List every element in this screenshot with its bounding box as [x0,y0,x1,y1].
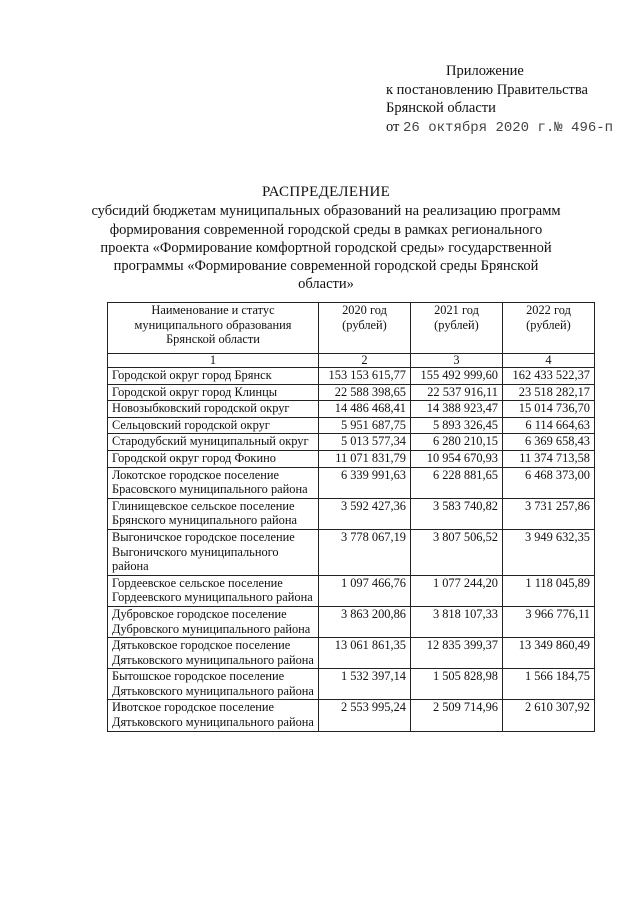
region-name-cell: Выгоничское городское поселение Выгоничского муниципального района [108,529,319,575]
table-row [108,575,595,606]
region-name-cell: Городской округ город Фокино [108,450,319,467]
date-prefix: от [386,118,400,135]
document-heading: РАСПРЕДЕЛЕНИЕ [261,184,391,200]
header-municipality: Наименование и статус муниципального образования Брянской области [108,303,319,354]
table-row [108,434,595,451]
region-name-cell: Стародубский муниципальный округ [108,434,319,451]
table-row [108,401,595,418]
column-number: 1 [108,354,319,368]
column-number: 3 [411,354,503,368]
subsidy-table [107,302,595,732]
value-2022-cell: 6 369 658,43 [503,434,595,451]
region-name-cell: Дубровское городское поселение Дубровского муниципального района [108,606,319,637]
region-name-cell: Городской округ город Брянск [108,368,319,385]
table-row [108,700,595,731]
value-2020-cell: 3 592 427,36 [319,498,411,529]
value-2020-cell: 5 951 687,75 [319,417,411,434]
header-2020: 2020 год (рублей) [319,303,411,354]
value-2020-cell: 6 339 991,63 [319,467,411,498]
subtitle-line: области» [298,276,354,293]
value-2021-cell: 22 537 916,11 [411,384,503,401]
value-2022-cell: 162 433 522,37 [503,368,595,385]
value-2020-cell: 153 153 615,77 [319,368,411,385]
subtitle-line: программы «Формирование современной городской среды Брянской [113,258,539,275]
table-row [108,498,595,529]
value-2021-cell: 14 388 923,47 [411,401,503,418]
column-number: 2 [319,354,411,368]
value-2021-cell: 10 954 670,93 [411,450,503,467]
value-2022-cell: 1 566 184,75 [503,669,595,700]
value-2020-cell: 14 486 468,41 [319,401,411,418]
region-name-cell: Дятьковское городское поселение Дятьковского муниципального района [108,638,319,669]
region-name-cell: Бытошское городское поселение Дятьковского муниципального района [108,669,319,700]
value-2021-cell: 2 509 714,96 [411,700,503,731]
table-row [108,384,595,401]
value-2022-cell: 1 118 045,89 [503,575,595,606]
value-2022-cell: 15 014 736,70 [503,401,595,418]
table-row [108,417,595,434]
value-2022-cell: 23 518 282,17 [503,384,595,401]
appendix-block [386,62,613,137]
region-name-cell: Новозыбковский городской округ [108,401,319,418]
value-2022-cell: 3 966 776,11 [503,606,595,637]
table-row [108,529,595,575]
value-2021-cell: 6 228 881,65 [411,467,503,498]
table-row [108,368,595,385]
date-stamp: 26 октября 2020 г.№ 496-п [403,119,614,136]
region-name-cell: Гордеевское сельское поселение Гордеевского муниципального района [108,575,319,606]
header-2021: 2021 год (рублей) [411,303,503,354]
table-row [108,467,595,498]
table-row [108,669,595,700]
header-2022: 2022 год (рублей) [503,303,595,354]
appendix-region-line: Брянской области [386,100,496,116]
table-row [108,450,595,467]
value-2020-cell: 3 863 200,86 [319,606,411,637]
subtitle-line: субсидий бюджетам муниципальных образований на реализацию программ [91,203,561,220]
value-2020-cell: 5 013 577,34 [319,434,411,451]
value-2021-cell: 3 583 740,82 [411,498,503,529]
value-2021-cell: 155 492 999,60 [411,368,503,385]
value-2020-cell: 11 071 831,79 [319,450,411,467]
table-header-row [108,303,595,354]
subtitle-line: проекта «Формирование комфортной городской среды» государственной [100,239,552,256]
value-2020-cell: 22 588 398,65 [319,384,411,401]
value-2020-cell: 1 097 466,76 [319,575,411,606]
table-row [108,638,595,669]
region-name-cell: Глинищевское сельское поселение Брянского муниципального района [108,498,319,529]
column-number: 4 [503,354,595,368]
appendix-decree-line: к постановлению Правительства [386,81,588,98]
value-2020-cell: 1 532 397,14 [319,669,411,700]
region-name-cell: Сельцовский городской округ [108,417,319,434]
value-2021-cell: 6 280 210,15 [411,434,503,451]
value-2021-cell: 3 818 107,33 [411,606,503,637]
value-2021-cell: 12 835 399,37 [411,638,503,669]
value-2021-cell: 1 077 244,20 [411,575,503,606]
value-2022-cell: 11 374 713,58 [503,450,595,467]
region-name-cell: Локотское городское поселение Брасовского муниципального района [108,467,319,498]
region-name-cell: Ивотское городское поселение Дятьковского муниципального района [108,700,319,731]
value-2020-cell: 13 061 861,35 [319,638,411,669]
value-2022-cell: 13 349 860,49 [503,638,595,669]
value-2021-cell: 3 807 506,52 [411,529,503,575]
table-row [108,606,595,637]
column-number-row [108,354,595,368]
appendix-date-line [386,118,613,138]
subtitle-line: формирования современной городской среды в рамках регионального [109,221,543,238]
value-2022-cell: 6 114 664,63 [503,417,595,434]
value-2020-cell: 3 778 067,19 [319,529,411,575]
value-2021-cell: 5 893 326,45 [411,417,503,434]
region-name-cell: Городской округ город Клинцы [108,384,319,401]
appendix-title: Приложение [446,63,524,79]
value-2020-cell: 2 553 995,24 [319,700,411,731]
table-body [108,368,595,732]
value-2021-cell: 1 505 828,98 [411,669,503,700]
value-2022-cell: 2 610 307,92 [503,700,595,731]
value-2022-cell: 3 949 632,35 [503,529,595,575]
document-title-block [60,183,592,294]
value-2022-cell: 3 731 257,86 [503,498,595,529]
value-2022-cell: 6 468 373,00 [503,467,595,498]
